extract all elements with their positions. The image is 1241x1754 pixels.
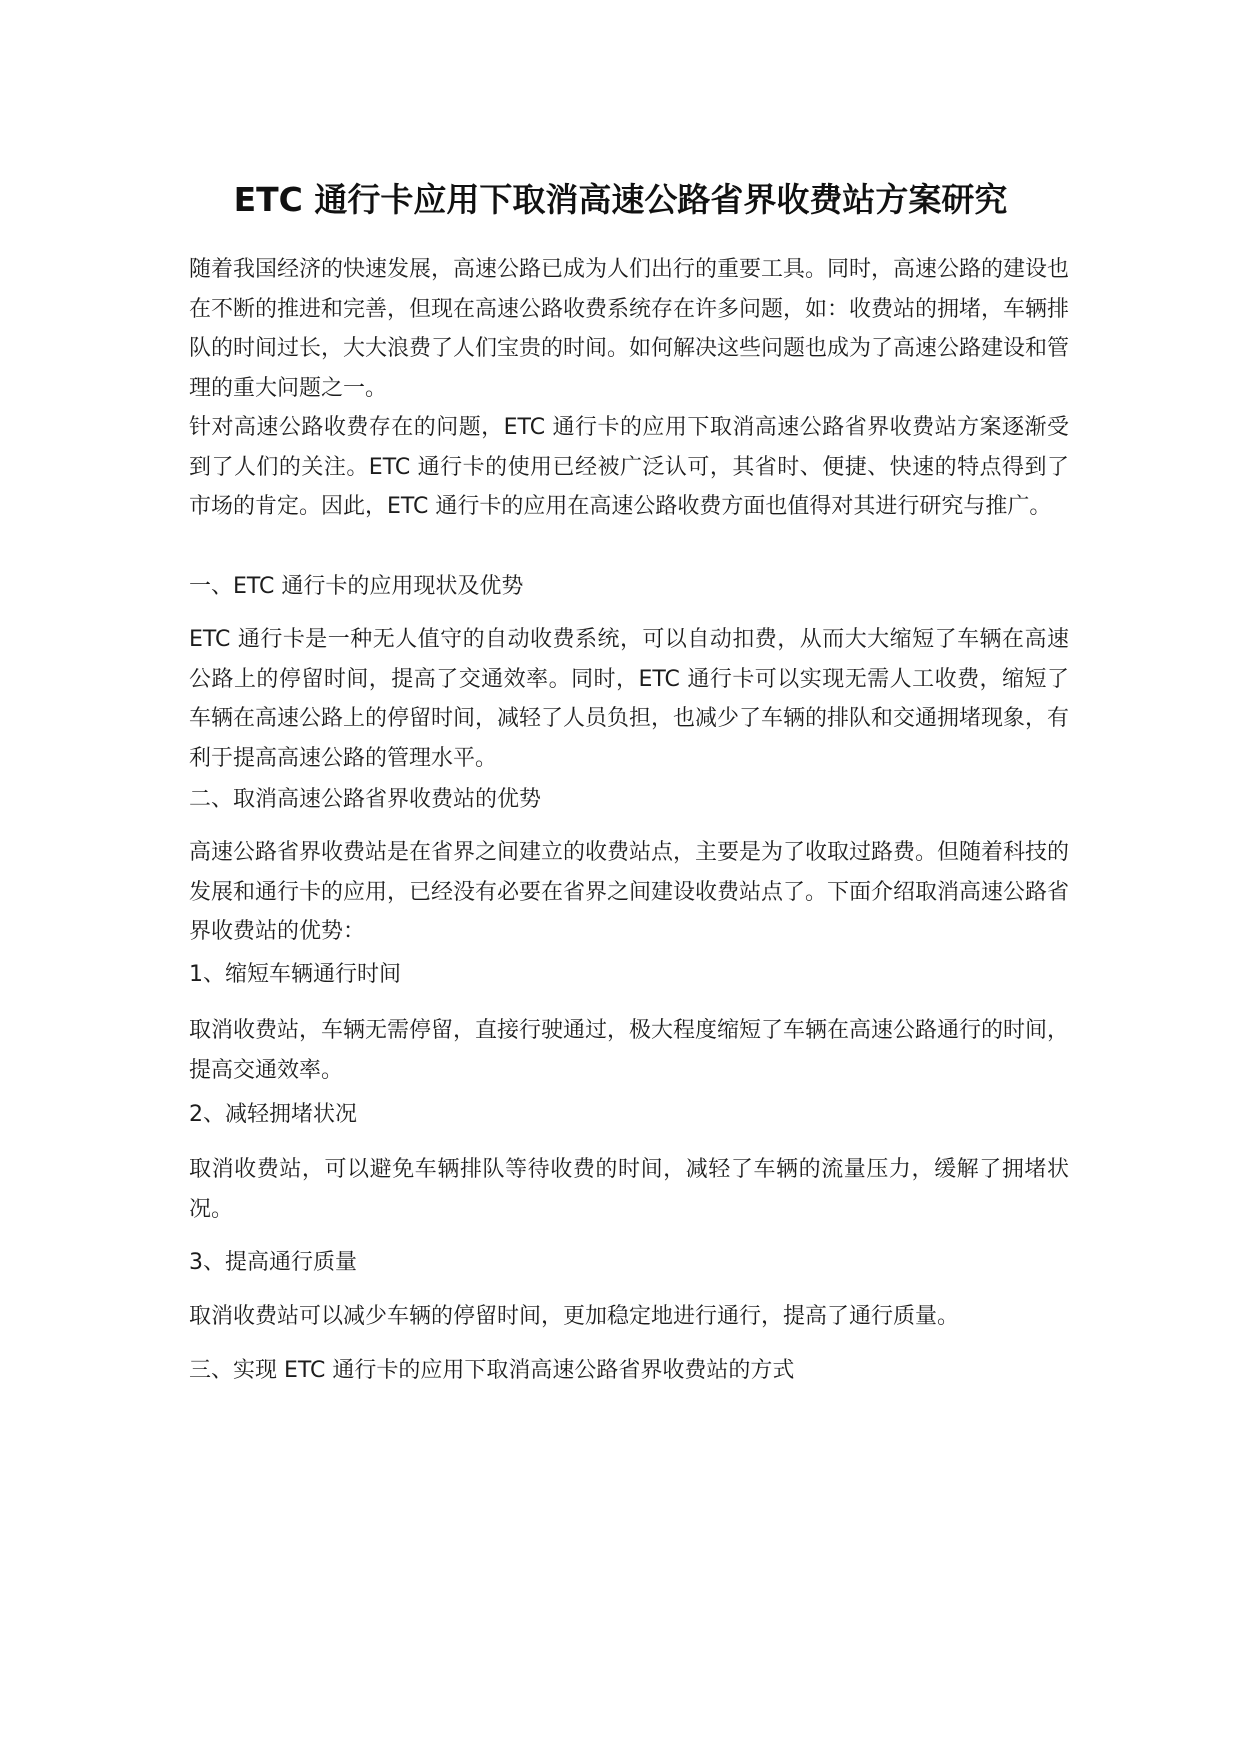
paragraph-toll-station: 高速公路省界收费站是在省界之间建立的收费站点，主要是为了收取过路费。但随着科技的发展和通行卡的应用，已经没有必要在省界之间建设收费站点了。下面介绍取消高速公路省界收费站的优势： bbox=[189, 840, 1070, 944]
subheading-1: 1、缩短车辆通行时间 bbox=[189, 962, 401, 987]
paragraph-improve-quality: 取消收费站可以减少车辆的停留时间，更加稳定地进行通行，提高了通行质量。 bbox=[189, 1304, 960, 1329]
paragraph-etc-status: ETC 通行卡是一种无人值守的自动收费系统，可以自动扣费，从而大大缩短了车辆在高速公路上的停留时间，提高了交通效率。同时，ETC 通行卡可以实现无需人工收费，缩短了车辆在高速公路上的停留时间，减轻了人员负担，也减少了车辆的排队和交通拥堵现象，有利于提高高速公路的管理水平。 bbox=[189, 627, 1070, 771]
subheading-3: 3、提高通行质量 bbox=[189, 1250, 357, 1275]
section-heading-1: 一、ETC 通行卡的应用现状及优势 bbox=[189, 574, 524, 599]
subheading-2: 2、减轻拥堵状况 bbox=[189, 1102, 357, 1127]
paragraph-problem: 针对高速公路收费存在的问题，ETC 通行卡的应用下取消高速公路省界收费站方案逐渐受到了人们的关注。ETC 通行卡的使用已经被广泛认可，其省时、便捷、快速的特点得到了市场的肯定。因此，ETC 通行卡的应用在高速公路收费方面也值得对其进行研究与推广。 bbox=[189, 415, 1069, 519]
section-heading-2: 二、取消高速公路省界收费站的优势 bbox=[189, 787, 542, 812]
section-heading-3: 三、实现 ETC 通行卡的应用下取消高速公路省界收费站的方式 bbox=[189, 1358, 795, 1383]
document-title: ETC 通行卡应用下取消高速公路省界收费站方案研究 bbox=[233, 180, 1008, 219]
paragraph-intro: 随着我国经济的快速发展，高速公路已成为人们出行的重要工具。同时，高速公路的建设也在不断的推进和完善，但现在高速公路收费系统存在许多问题，如：收费站的拥堵，车辆排队的时间过长，大大浪费了人们宝贵的时间。如何解决这些问题也成为了高速公路建设和管理的重大问题之一。 bbox=[189, 257, 1070, 401]
paragraph-shorten-time: 取消收费站，车辆无需停留，直接行驶通过，极大程度缩短了车辆在高速公路通行的时间，提高交通效率。 bbox=[189, 1018, 1070, 1083]
paragraph-reduce-congestion: 取消收费站，可以避免车辆排队等待收费的时间，减轻了车辆的流量压力，缓解了拥堵状况。 bbox=[189, 1157, 1069, 1222]
